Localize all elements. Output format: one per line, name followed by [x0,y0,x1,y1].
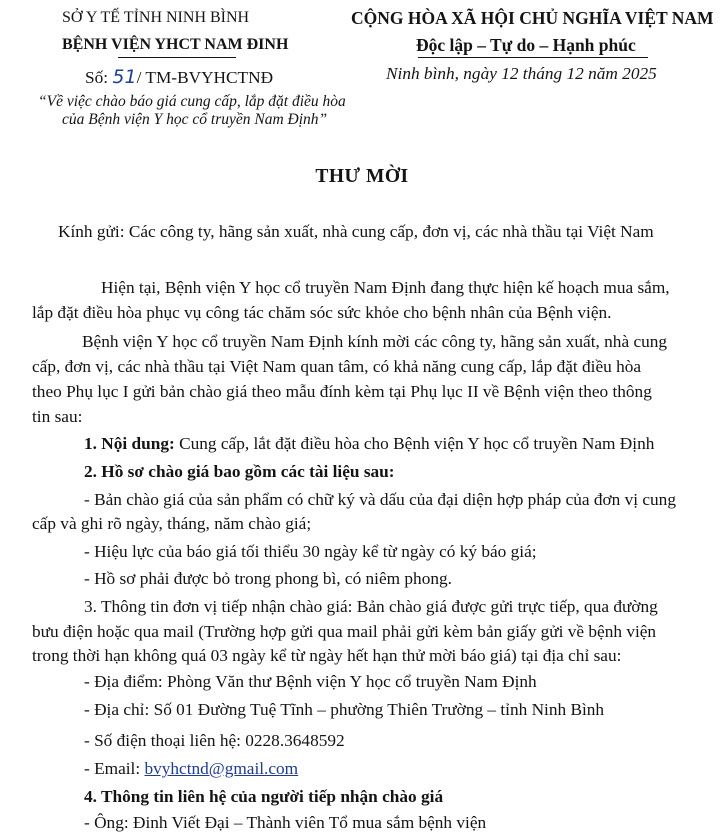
para1-line2: lắp đặt điều hòa phục vụ công tác chăm sóc sức khỏe cho bệnh nhân của Bệnh viện. [32,303,612,322]
para2-line2: cấp, đơn vị, các nhà thầu tại Việt Nam quan tâm, có khả năng cung cấp, lắp đặt điều hòa [32,357,642,376]
item2-bullet2: - Hiệu lực của báo giá tối thiểu 30 ngày kể từ ngày có ký báo giá; [84,542,537,561]
email-prefix: - Email: [84,759,145,778]
para2-line4: tin sau: [32,407,83,426]
para1-line1: Hiện tại, Bệnh viện Y học cổ truyền Nam Định đang thực hiện kế hoạch mua sắm, [101,278,670,297]
hospital-name: BỆNH VIỆN YHCT NAM ĐINH [62,36,289,53]
document-date: Ninh bình, ngày 12 tháng 12 năm 2025 [386,64,657,83]
country-name: CỘNG HÒA XÃ HỘI CHỦ NGHĨA VIỆT NAM [351,8,714,28]
recipient-line: Kính gửi: Các công ty, hãng sản xuất, nhà cung cấp, đơn vị, các nhà thầu tại Việt Nam [58,222,654,241]
item3-line3: trong thời hạn không quá 03 ngày kể từ ngày hết hạn thử mời báo giá) tại địa chỉ sau: [32,646,622,665]
national-motto: Độc lập – Tự do – Hạnh phúc [416,35,636,55]
item3-email-line [84,760,298,777]
item1-text: Cung cấp, lắt đặt điều hòa cho Bệnh viện Y học cổ truyền Nam Định [174,434,655,453]
para2-line1: Bệnh viện Y học cổ truyền Nam Định kính mời các công ty, hãng sản xuất, nhà cung [82,332,668,351]
ministry-name: SỞ Y TẾ TỈNH NINH BÌNH [62,9,250,26]
letter-title: THƯ MỜI [315,166,409,187]
subject-line-1: “Về việc chào báo giá cung cấp, lắp đặt điều hòa [38,93,346,110]
item2-bullet3: - Hồ sơ phải được bỏ trong phong bì, có niêm phong. [84,569,452,588]
para2-line3: theo Phụ lục I gửi bản chào giá theo mẫu đính kèm tại Phụ lục II về Bệnh viện theo thông [32,382,652,401]
item1-line [84,435,654,452]
item3-line1: 3. Thông tin đơn vị tiếp nhận chào giá: Bản chào giá được gửi trực tiếp, qua đường [84,597,658,616]
motto-underline [418,57,648,58]
item2-bullet1-line2: cấp và ghi rõ ngày, tháng, năm chào giá; [32,514,312,533]
item3-line2: bưu điện hoặc qua mail (Trường hợp gửi qua mail phải gửi kèm bản giấy gửi về bệnh viện [32,622,657,641]
number-suffix: / TM-BVYHCTNĐ [136,68,274,87]
hospital-underline [118,57,236,58]
handwritten-number: 51 [112,66,137,88]
number-prefix: Số: [85,68,109,87]
item1-label: 1. Nội dung: [84,434,175,453]
item4-heading: 4. Thông tin liên hệ của người tiếp nhận chào giá [84,787,444,806]
item3-place: - Địa điểm: Phòng Văn thư Bệnh viện Y học cổ truyền Nam Định [84,672,537,691]
item2-bullet1-line1: - Bản chào giá của sản phẩm có chữ ký và dấu của đại diện hợp pháp của đơn vị cung [84,490,676,509]
item3-phone: - Số điện thoại liên hệ: 0228.3648592 [84,731,345,750]
item4-contact: - Ông: Đinh Viết Đại – Thành viên Tổ mua sắm bệnh viện [84,813,487,832]
item2-heading: 2. Hồ sơ chào giá bao gồm các tài liệu sau: [84,462,395,481]
item3-address: - Địa chỉ: Số 01 Đường Tuệ Tĩnh – phường Thiên Trường – tỉnh Ninh Bình [84,700,605,719]
document-number [85,68,273,87]
subject-line-2: của Bệnh viện Y học cổ truyền Nam Định” [62,111,328,128]
email-link[interactable]: bvyhctnd@gmail.com [144,759,299,778]
